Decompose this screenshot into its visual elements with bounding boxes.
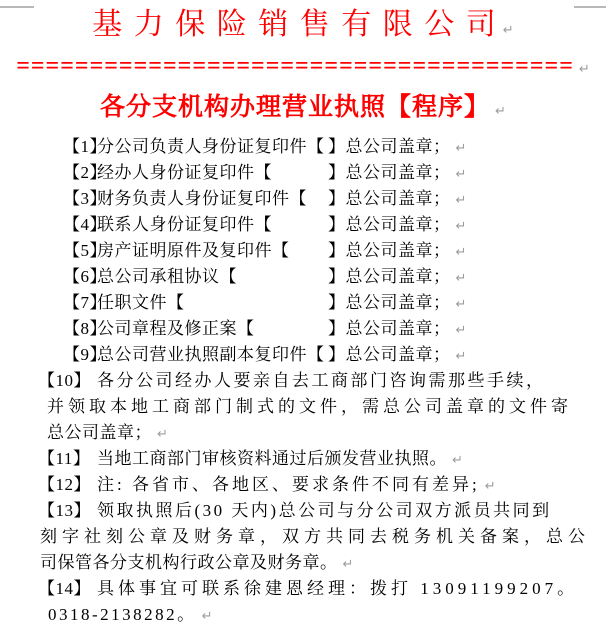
paragraph-mark-icon: ↵ [342, 557, 354, 572]
paragraph-mark-icon: ↵ [201, 609, 213, 624]
paragraph-mark-icon: ↵ [455, 141, 467, 156]
item-stamp-note [328, 186, 606, 214]
item-number: 【10】 [38, 371, 91, 390]
item-stamp-note [328, 290, 606, 318]
item-phone-2: 0318-2138282。 [48, 605, 197, 624]
paragraph-mark-icon: ↵ [455, 349, 467, 364]
item-text: 领取执照后(30 天内)总公司与分公司双方派员共同到 [97, 501, 552, 520]
item-text: 财务负责人身份证复印件【 [97, 189, 307, 208]
window-edge-left [0, 6, 34, 8]
item-text: 经办人身份证复印件【 [97, 163, 272, 182]
item-first-line [38, 368, 606, 394]
item-stamp-text: 】总公司盖章； [328, 189, 451, 208]
item-text: 总公司营业执照副本复印件【 [97, 345, 325, 364]
item-wrap-line [40, 550, 606, 576]
item-number: 【14】 [38, 579, 91, 598]
item-stamp-note [328, 160, 606, 188]
item-text: 各分公司经办人要亲自去工商部门咨询需那些手续， [97, 371, 546, 390]
list-item-12 [0, 472, 606, 498]
paragraph-mark-icon: ↵ [484, 479, 496, 494]
list-item-2 [63, 160, 606, 186]
item-stamp-note [328, 238, 606, 266]
item-wrap-line: 刻字社刻公章及财务章，双方共同去税务机关备案，总公 [40, 527, 590, 546]
paragraph-mark-icon: ↵ [502, 23, 514, 38]
company-title [0, 6, 606, 50]
section-heading-text: 各分支机构办理营业执照【程序】 [100, 94, 491, 121]
paragraph-mark-icon: ↵ [495, 104, 506, 119]
item-number: 【12】 [38, 475, 91, 494]
item-first-line [38, 472, 606, 498]
item-first-line [38, 576, 606, 602]
item-number: 【13】 [38, 501, 91, 520]
item-number: 【5】 [63, 241, 107, 260]
item-wrap-line: 并领取本地工商部门制式的文件，需总公司盖章的文件寄 [47, 397, 572, 416]
item-stamp-text: 】总公司盖章； [328, 293, 451, 312]
item-stamp-text: 】总公司盖章； [328, 319, 451, 338]
list-item-10 [0, 368, 606, 446]
item-stamp-note [328, 212, 606, 240]
item-text: 任职文件【 [97, 293, 185, 312]
list-item-8 [63, 316, 606, 342]
item-text: 房产证明原件及复印件【 [97, 241, 290, 260]
item-stamp-note [328, 134, 606, 162]
item-text: 总公司盖章； [47, 423, 152, 442]
item-stamp-text: 】总公司盖章； [328, 163, 451, 182]
paragraph-mark-icon: ↵ [455, 219, 467, 234]
procedure-list [0, 134, 606, 628]
list-item-4 [63, 212, 606, 238]
item-number: 【11】 [38, 449, 91, 468]
window-edge-right [574, 6, 606, 8]
item-text-inner: 注: 各省市、各地区、要求条件不同有差异; [97, 475, 480, 494]
paragraph-mark-icon: ↵ [455, 297, 467, 312]
item-stamp-text: 】总公司盖章； [328, 345, 451, 364]
section-heading [0, 93, 606, 127]
item-number: 【4】 [63, 215, 107, 234]
item-first-line [38, 498, 606, 524]
item-number: 【3】 [63, 189, 107, 208]
list-item-5 [63, 238, 606, 264]
list-item-14 [0, 576, 606, 628]
list-item-11 [0, 446, 606, 472]
list-item-7 [63, 290, 606, 316]
item-stamp-text: 】总公司盖章； [328, 241, 451, 260]
list-item-13 [0, 498, 606, 576]
item-number: 【9】 [63, 345, 107, 364]
item-number: 【7】 [63, 293, 107, 312]
item-text: 分公司负责人身份证复印件【 [97, 137, 325, 156]
item-stamp-text: 】总公司盖章； [328, 267, 451, 286]
item-text [97, 472, 606, 500]
item-text: 司保管各分支机构行政公章及财务章。 [40, 553, 338, 572]
list-item-1 [63, 134, 606, 160]
item-text: 联系人身份证复印件【 [97, 215, 272, 234]
item-number: 【6】 [63, 267, 107, 286]
paragraph-mark-icon: ↵ [455, 193, 467, 208]
item-text [97, 446, 606, 474]
paragraph-mark-icon: ↵ [455, 167, 467, 182]
item-wrap-line [47, 420, 606, 446]
item-stamp-text: 】总公司盖章； [328, 137, 451, 156]
list-item-3 [63, 186, 606, 212]
paragraph-mark-icon: ↵ [578, 62, 590, 77]
item-text-inner: 当地工商部门审核资料通过后颁发营业执照。 [97, 449, 447, 468]
double-line-separator [0, 53, 606, 79]
item-stamp-note [328, 264, 606, 292]
item-stamp-note [328, 316, 606, 344]
item-text: 公司章程及修正案【 [97, 319, 255, 338]
paragraph-mark-icon: ↵ [455, 271, 467, 286]
item-number: 【2】 [63, 163, 107, 182]
item-number: 【1】 [63, 137, 107, 156]
item-stamp-note [328, 342, 606, 370]
item-text: 总公司承租协议【 [97, 267, 237, 286]
list-item-9 [63, 342, 606, 368]
paragraph-mark-icon: ↵ [455, 323, 467, 338]
item-stamp-text: 】总公司盖章； [328, 215, 451, 234]
item-number: 【8】 [63, 319, 107, 338]
item-first-line [38, 446, 606, 472]
paragraph-mark-icon: ↵ [157, 427, 168, 442]
paragraph-mark-icon: ↵ [455, 245, 467, 260]
list-item-6 [63, 264, 606, 290]
item-phone-line: 具体事宜可联系徐建恩经理：拨打 13091199207。 [97, 579, 579, 598]
paragraph-mark-icon: ↵ [452, 453, 463, 468]
company-title-text: 基 力 保 险 销 售 有 限 公 司 [92, 8, 498, 41]
item-wrap-line [48, 602, 606, 628]
document-page[interactable] [0, 6, 606, 628]
separator-line: ====================================== [16, 53, 574, 79]
